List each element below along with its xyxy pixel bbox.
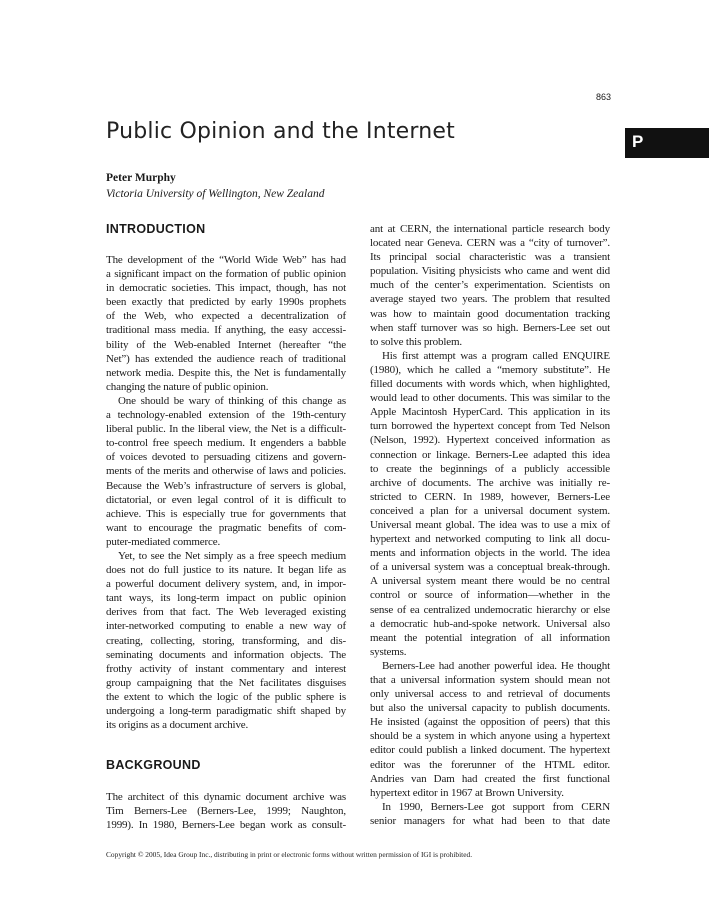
text-line: changing the nature of public opinion. [106,380,269,393]
text-line: a significant impact on the formation of public opinion [106,268,346,281]
text-line: inter-networked computing to enable a new way of [106,620,346,633]
text-line: its origins as a document archive. [106,719,249,732]
text-line: much of the center’s experimentation. Scientists on [370,279,610,292]
text-line: The development of the “World Wide Web” has had [106,254,346,266]
text-line: the extent to which the logic of the public sphere is [106,690,346,703]
paragraph [106,253,346,394]
text-line: editor was the forerunner of the HTML editor. [370,758,610,771]
text-line: to create the beginnings of a publicly accessible [370,462,610,475]
text-line: hypertext editor in 1967 at Brown University. [370,786,564,799]
paragraph [370,800,610,828]
text-line: senior managers for what had been to that date [370,814,610,827]
section-tab [625,128,709,158]
text-line: but also the universal capacity to publish documents. [370,702,610,715]
article-title: Public Opinion and the Internet [106,119,455,144]
heading-background: BACKGROUND [106,758,201,772]
text-line: to-control free speech medium. It engenders a babble [106,437,346,450]
text-line: (1980), which he called a “memory substitute”. He [370,363,610,376]
text-line: network media. Despite this, the Net is fundamentally [106,366,346,379]
text-line: He insisted (against the opposition of peers) that this [370,716,610,729]
text-line: sense of ea centralized undemocratic hierarchy or else [370,603,610,616]
text-line: One should be wary of thinking of this change as [118,394,346,407]
section-tab-letter: P [632,132,644,151]
text-line: (Nelson, 1992). Hypertext conceived information as [370,434,610,447]
author-affiliation: Victoria University of Wellington, New Zealand [106,188,325,200]
text-line: Tim Berners-Lee (Berners-Lee, 1999; Naughton, [106,805,346,818]
text-line: traditional mass media. If anything, the easy accessi- [106,324,346,337]
text-line: a powerful document delivery system, and, in impor- [106,578,346,591]
paragraph [106,790,346,832]
text-line: creating, collecting, storing, transforming, and dis- [106,634,346,647]
text-line: located near Geneva. CERN was a “city of turnover”. [370,237,610,250]
author-name: Peter Murphy [106,172,176,184]
text-line: connection or linkage. Berners-Lee adapted this idea [370,448,610,461]
text-line: of voices devoted to persuading citizens and govern- [106,451,346,464]
text-line: control or source of information—whether in the [370,589,610,602]
text-line: dictatorial, or even legal control of it is difficult to [106,493,346,506]
text-line: group campaigning that the Net facilitates disguises [106,676,346,689]
text-line: was how to maintain good documentation tracking [370,307,610,320]
text-line: systems. [370,645,407,658]
text-line: when staff turnover was so high. Berners-Lee set out [370,321,610,334]
text-line: undergoing a long-term paradigmatic shift shaped by [106,705,346,717]
text-line: In 1990, Berners-Lee got support from CERN [382,800,610,813]
copyright-notice: Copyright © 2005, Idea Group Inc., distributing in print or electronic forms without written permission of IGI is prohibited. [106,850,473,859]
text-line: would lead to other documents. This was similar to the [370,392,610,405]
paragraph [106,394,346,549]
text-line: Andries van Dam had created the first functional [370,772,610,785]
text-line: seminating documents and information objects. The [106,648,346,661]
text-line: Universal meant global. The idea was to use a mix of [370,518,610,531]
text-line: 1999). In 1980, Berners-Lee began work as consult- [106,819,346,832]
left-column-background [106,790,346,832]
text-line: turn borrowed the hypertext concept from Ted Nelson [370,420,610,433]
text-line: Net”) has extended the audience reach of traditional [106,352,346,365]
text-line: bility of the Web-enabled Internet (hereafter “the [106,338,346,351]
text-line: only universal access to and retrieval of documents [370,688,610,701]
text-line: A universal system meant there would be no central [370,575,610,588]
text-line: Its principal social characteristic was a transient [370,251,610,264]
text-line: should be a system in which anyone using a hypertext [370,730,610,743]
text-line: liberal public. In the liberal view, the Net is a difficult- [106,423,346,436]
text-line: a democratic hub-and-spoke network. Universal also [370,617,610,630]
text-line: been exactly that predicted by early 1990s prophets [106,296,346,309]
text-line: that a universal information system should mean not [370,674,610,686]
text-line: Yet, to see the Net simply as a free speech medium [118,549,346,562]
text-line: of the Web, who expected a decentralization of [106,310,346,323]
text-line: The architect of this dynamic document archive was [106,791,346,803]
text-line: filled documents with words which, when highlighted, [370,378,610,391]
page-number: 863 [596,92,612,102]
text-line: puter-mediated commerce. [106,535,221,548]
text-line: conceived a plan for a universal document system. [370,504,610,517]
text-line: hypertext and networked computing to link all docu- [370,533,610,546]
text-line: meant the potential integration of all information [370,631,610,644]
text-line: frothy activity of instant commentary and interest [106,662,346,675]
text-line: achieve. This is especially true for governments that [106,507,346,520]
text-line: Berners-Lee had another powerful idea. He thought [382,659,610,672]
text-line: want to encourage the pragmatic benefits of com- [106,521,346,534]
text-line: in democratic societies. This impact, though, has not [106,282,346,295]
paragraph [370,222,610,349]
text-line: population. Visiting physicists who came and went did [370,265,610,278]
text-line: does not do full justice to its nature. It began life as [106,564,346,577]
text-line: His first attempt was a program called ENQUIRE [382,349,610,362]
text-line: derives from that fact. The Web leveraged existing [106,606,346,619]
text-line: ments and information objects in the world. The idea [370,547,610,560]
paragraph [106,549,346,732]
text-line: average stayed two years. The problem that resulted [370,293,610,306]
heading-introduction: INTRODUCTION [106,222,206,236]
text-line: ments of the merits and otherwise of laws and policies. [106,465,346,478]
text-line: of a universal system was a conceptual break-through. [370,561,610,574]
text-line: to solve this problem. [370,335,463,348]
left-column-introduction [106,253,346,732]
paragraph [370,659,610,800]
text-line: archive of documents. The archive was initially re- [370,476,610,489]
text-line: Because the Web’s infrastructure of servers is global, [106,479,346,492]
text-line: editor could publish a linked document. The hypertext [370,744,610,757]
text-line: tant ways, its long-term impact on public opinion [106,592,346,605]
text-line: ant at CERN, the international particle research body [370,223,610,235]
right-column [370,222,610,828]
text-line: stricted to CERN. In 1989, however, Berners-Lee [370,490,610,503]
text-line: a technology-enabled extension of the 19th-century [106,409,346,422]
paragraph [370,349,610,659]
text-line: Apple Macintosh HyperCard. This application in its [370,406,610,419]
